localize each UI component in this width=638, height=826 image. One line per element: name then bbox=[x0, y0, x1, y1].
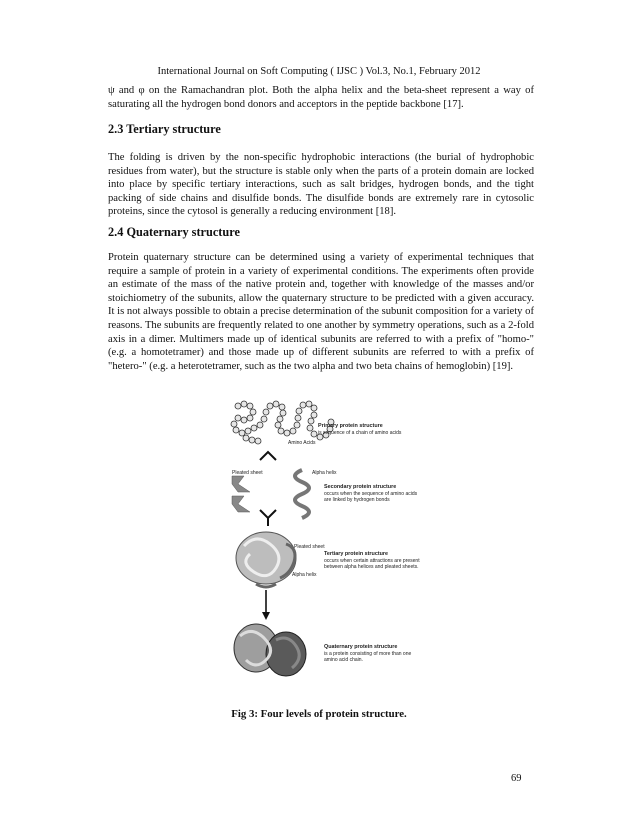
arrow-to-tertiary bbox=[260, 510, 276, 526]
label-tertiary-desc-1: occurs when certain attractions are present bbox=[324, 558, 420, 564]
label-pleated-sheet-2: Pleated sheet bbox=[294, 544, 325, 550]
section-body-quaternary: Protein quaternary structure can be determined using a variety of experimental techniques that require a sample of protein in a variety of experimental conditions. The experiments often provide an estimate of the mass of the native protein and, together with knowledge of the masses and/or stoichiometry of the subunits, allow the quaternary structure to be predicted with a given accuracy. It is not always possible to obtain a precise determination of the subunit composition for a variety of reasons. The subunits are frequently related to one another by symmetry operations, such as a 2-fold axis in a dimer. Multimers made up of identical subunits are referred to with a prefix of "homo-" (e.g. a homotetramer) and those made up of different subunits are referred to with a prefix of "hetero-" (e.g. a heterotetramer, such as the two alpha and two beta chains of hemoglobin) [19]. bbox=[108, 252, 534, 372]
label-alpha-helix-2: Alpha helix bbox=[292, 572, 317, 578]
label-secondary-desc-2: are linked by hydrogen bonds bbox=[324, 497, 390, 503]
label-primary-title: Primary protein structure bbox=[318, 423, 383, 429]
label-amino-acids: Amino Acids bbox=[288, 440, 316, 446]
figure-caption: Fig 3: Four levels of protein structure. bbox=[231, 708, 407, 720]
label-secondary-title: Secondary protein structure bbox=[324, 484, 397, 490]
protein-structure-figure bbox=[226, 398, 426, 708]
pleated-sheet-shape bbox=[232, 476, 250, 512]
tertiary-structure-shape bbox=[236, 532, 296, 587]
label-quaternary-title: Quaternary protein structure bbox=[324, 644, 398, 650]
label-quaternary-desc-2: amino acid chain. bbox=[324, 657, 363, 663]
alpha-helix-shape bbox=[295, 470, 309, 518]
label-tertiary-title: Tertiary protein structure bbox=[324, 551, 389, 557]
intro-paragraph: ψ and φ on the Ramachandran plot. Both the alpha helix and the beta-sheet represent a way of saturating all the hydrogen bond donors and acceptors in the peptide backbone [17]. bbox=[108, 85, 534, 110]
section-body-tertiary: The folding is driven by the non-specific hydrophobic interactions (the burial of hydrophobic residues from water), but the structure is stable only when the parts of a protein domain are locked into place by specific tertiary interactions, such as salt bridges, hydrogen bonds, and the tight packing of side chains and disulfide bonds. The disulfide bonds are extremely rare in cytosolic proteins, since the cytosol is generally a reducing environment [18]. bbox=[108, 152, 534, 218]
label-alpha-helix: Alpha helix bbox=[312, 470, 337, 476]
section-heading-tertiary: 2.3 Tertiary structure bbox=[108, 122, 221, 136]
label-primary-desc: is sequence of a chain of amino acids bbox=[318, 430, 402, 436]
page-number: 69 bbox=[511, 773, 522, 784]
label-secondary-desc-1: occurs when the sequence of amino acids bbox=[324, 491, 418, 497]
label-pleated-sheet: Pleated sheet bbox=[232, 470, 263, 476]
label-tertiary-desc-2: between alpha helices and pleated sheets. bbox=[324, 564, 419, 570]
section-heading-quaternary: 2.4 Quaternary structure bbox=[108, 225, 240, 239]
arrow-to-secondary bbox=[260, 452, 276, 460]
journal-header: International Journal on Soft Computing ( IJSC ) Vol.3, No.1, February 2012 bbox=[157, 66, 481, 77]
quaternary-structure-shape bbox=[234, 624, 306, 676]
label-quaternary-desc-1: is a protein consisting of more than one bbox=[324, 651, 412, 657]
